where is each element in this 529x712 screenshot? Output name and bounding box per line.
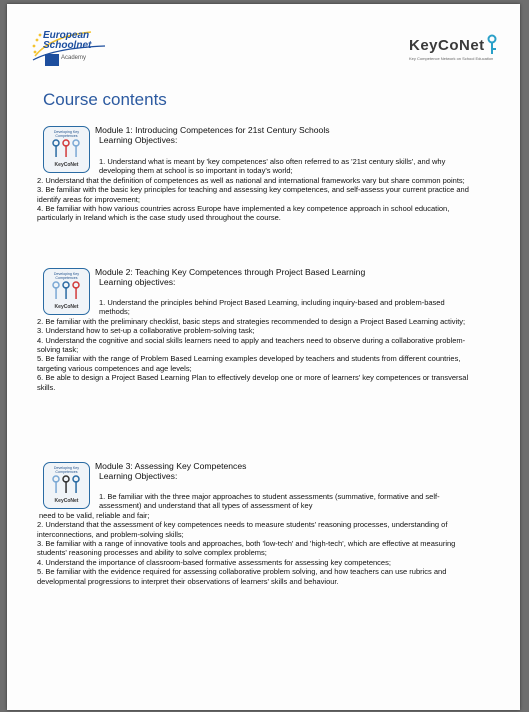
- module-title: Module 3: Assessing Key Competences: [95, 461, 247, 471]
- logo-line-3: Academy: [61, 55, 87, 61]
- logo-line-1: European: [43, 30, 90, 41]
- objective-item: 1. Understand what is meant by 'key competences' also often referred to as '21st century skills', and why developing them at school is so important in today's world;: [99, 157, 446, 176]
- objective-item: 3. Understand how to set-up a collaborative problem-solving task;: [37, 326, 255, 336]
- objective-item: need to be valid, reliable and fair;: [39, 510, 150, 520]
- badge-label: KeyCoNet: [54, 162, 79, 168]
- objective-item: 5. Be familiar with the evidence required for assessing collaborative problem solving, and how teachers can use rubrics and developmental progressions to interpret their observations of learners' skills and behaviour.: [37, 567, 447, 586]
- module-title: Module 1: Introducing Competences for 21st Century Schools: [95, 125, 330, 135]
- keyconet-logo-text: KeyCoNet: [409, 37, 485, 54]
- keyconet-tagline: Key Competence Network on School Education: [409, 56, 494, 61]
- objective-item: 3. Be familiar with the basic key principles for teaching and assessing key competences, and self-assess your current practice and identify areas for improvement;: [37, 185, 469, 204]
- keyconet-logo: [403, 34, 499, 66]
- objectives-list: [37, 298, 472, 392]
- objective-item: 1. Understand the principles behind Project Based Learning, including inquiry-based and problem-based methods;: [99, 298, 445, 317]
- badge-label: KeyCoNet: [54, 304, 79, 310]
- objective-item: 4. Be familiar with how various countries across Europe have implemented a key competence approach in school education, particularly in Ireland which is the case study used throughout the course.: [37, 204, 450, 223]
- module-title: Module 2: Teaching Key Competences through Project Based Learning: [95, 267, 366, 277]
- objective-item: 2. Understand that the definition of competences as well as national and international frameworks vary but share common points;: [37, 175, 465, 185]
- objective-item: 4. Understand the importance of classroom-based formative assessments for assessing key competences;: [37, 557, 391, 567]
- objective-item: 5. Be familiar with the range of Problem Based Learning examples developed by teachers and students from different countries, targeting various competences and age levels;: [37, 354, 461, 373]
- objective-item: 2. Understand that the assessment of key competences needs to measure students' reasoning processes, understanding of interconnections, and problem-solving skills;: [37, 520, 448, 539]
- objective-item: 4. Understand the cognitive and social skills learners need to apply and teachers need to observe during a collaborative problem-solving task;: [37, 335, 466, 355]
- european-schoolnet-logo: [31, 26, 121, 70]
- objective-item: 6. Be able to design a Project Based Learning Plan to effectively develop one or more of learners' key competences or transversal skills.: [37, 373, 469, 392]
- objectives-label: Learning objectives:: [99, 277, 176, 287]
- key-icon: [485, 34, 499, 56]
- objective-item: 3. Be familiar with a range of innovative tools and approaches, both 'low-tech' and 'high-tech', which are effective at measuring students' reasoning processes and ability to solve complex problems;: [37, 539, 456, 558]
- objective-item: 1. Be familiar with the three major approaches to student assessments (summative, formative and self-assessment) and understand that all types of assessment of key: [99, 492, 440, 511]
- badge-title: Developing Key Competences: [53, 130, 80, 138]
- badge-title: Developing Key Competences: [53, 272, 80, 280]
- document-page: [7, 4, 520, 710]
- objectives-label: Learning Objectives:: [99, 135, 178, 145]
- page-title: Course contents: [43, 90, 167, 109]
- badge-title: Developing Key Competences: [53, 466, 80, 474]
- objectives-list: [37, 157, 472, 223]
- objectives-list: [37, 492, 472, 586]
- logo-line-2: Schoolnet: [43, 40, 92, 51]
- objectives-label: Learning Objectives:: [99, 471, 178, 481]
- badge-label: KeyCoNet: [54, 498, 79, 504]
- objective-item: 2. Be familiar with the preliminary checklist, basic steps and strategies recommended to design a Project Based Learning activity;: [37, 316, 466, 326]
